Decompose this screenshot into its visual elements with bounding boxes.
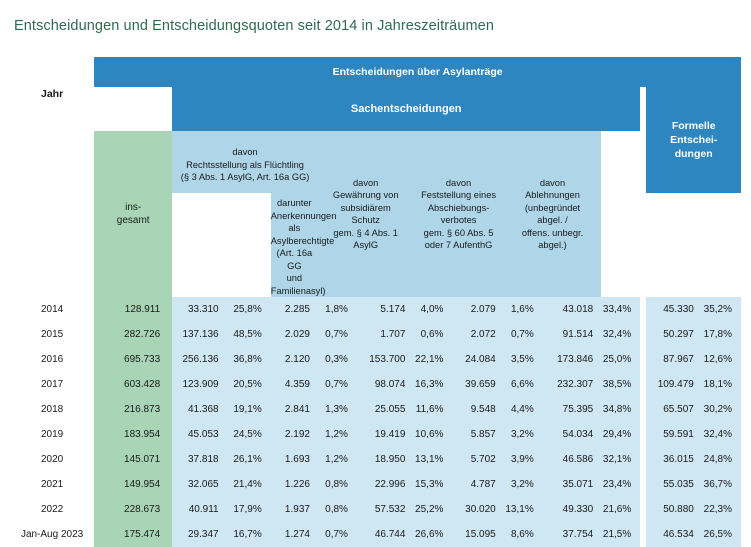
- cell-subsidiaer-num: 18.950: [357, 447, 413, 472]
- cell-abschiebung-pct: 3,2%: [504, 472, 543, 497]
- cell-abschiebung-num: 39.659: [452, 372, 503, 397]
- header-darunter-line2: Anerkennungen: [270, 210, 337, 221]
- cell-fluechtling-num: 256.136: [172, 347, 226, 372]
- header-abschiebungsverbot: [413, 131, 503, 297]
- cell-subsidiaer-pct: 16,3%: [413, 372, 452, 397]
- header-ablehnungen-line4: abgel. /: [537, 215, 568, 226]
- header-spacer-rechtsstellung: [172, 193, 271, 297]
- cell-abschiebung-num: 15.095: [452, 522, 503, 547]
- cell-jahr: Jan-Aug 2023: [10, 522, 94, 547]
- header-formelle-line3: dungen: [674, 148, 713, 161]
- cell-abschiebung-num: 24.084: [452, 347, 503, 372]
- cell-insgesamt: 282.726: [94, 322, 172, 347]
- cell-asylberechtigte-pct: 0,7%: [318, 322, 357, 347]
- cell-insgesamt: 149.954: [94, 472, 172, 497]
- cell-asylberechtigte-num: 2.120: [271, 347, 318, 372]
- cell-ablehnung-num: 75.395: [543, 397, 602, 422]
- cell-subsidiaer-num: 98.074: [357, 372, 413, 397]
- cell-ablehnung-num: 91.514: [543, 322, 602, 347]
- cell-jahr: 2017: [10, 372, 94, 397]
- cell-fluechtling-pct: 36,8%: [227, 347, 271, 372]
- table-row: [10, 347, 741, 372]
- cell-abschiebung-num: 30.020: [452, 497, 503, 522]
- header-rechtsstellung-line3: (§ 3 Abs. 1 AsylG, Art. 16a GG): [180, 172, 310, 183]
- cell-fluechtling-num: 40.911: [172, 497, 226, 522]
- cell-jahr: 2016: [10, 347, 94, 372]
- cell-asylberechtigte-num: 4.359: [271, 372, 318, 397]
- cell-ablehnung-num: 54.034: [543, 422, 602, 447]
- cell-fluechtling-pct: 48,5%: [227, 322, 271, 347]
- cell-fluechtling-num: 32.065: [172, 472, 226, 497]
- cell-subsidiaer-pct: 0,6%: [413, 322, 452, 347]
- cell-ablehnung-num: 232.307: [543, 372, 602, 397]
- header-rechtsstellung-line2: Rechtsstellung als Flüchtling: [186, 159, 304, 170]
- cell-ablehnung-num: 173.846: [543, 347, 602, 372]
- cell-abschiebung-pct: 0,7%: [504, 322, 543, 347]
- cell-ablehnung-pct: 21,6%: [601, 497, 640, 522]
- cell-formelle-num: 109.479: [646, 372, 701, 397]
- header-jahr: Jahr: [10, 57, 94, 131]
- cell-insgesamt: 183.954: [94, 422, 172, 447]
- cell-formelle-pct: 30,2%: [702, 397, 741, 422]
- table-row: [10, 522, 741, 547]
- header-formelle-line1: Formelle: [671, 119, 716, 132]
- decisions-table: [10, 57, 741, 547]
- cell-fluechtling-pct: 17,9%: [227, 497, 271, 522]
- cell-insgesamt: 695.733: [94, 347, 172, 372]
- header-insgesamt-line1: ins-: [125, 201, 142, 213]
- header-row-3: [10, 131, 741, 193]
- cell-ablehnung-pct: 25,0%: [601, 347, 640, 372]
- cell-formelle-num: 36.015: [646, 447, 701, 472]
- table-row: [10, 397, 741, 422]
- cell-ablehnung-num: 35.071: [543, 472, 602, 497]
- cell-abschiebung-num: 9.548: [452, 397, 503, 422]
- cell-formelle-num: 45.330: [646, 297, 701, 322]
- header-abschiebung-line6: oder 7 AufenthG: [424, 240, 493, 251]
- cell-subsidiaer-num: 22.996: [357, 472, 413, 497]
- header-abschiebung-line5: gem. § 60 Abs. 5: [423, 227, 494, 238]
- header-rechtsstellung: [172, 131, 318, 193]
- cell-formelle-num: 50.880: [646, 497, 701, 522]
- cell-ablehnung-pct: 33,4%: [601, 297, 640, 322]
- header-abschiebung-line4: verbotes: [440, 215, 477, 226]
- header-darunter-line5: (Art. 16a GG: [276, 248, 313, 271]
- cell-formelle-pct: 24,8%: [702, 447, 741, 472]
- cell-ablehnung-pct: 34,8%: [601, 397, 640, 422]
- header-subsidiaer-line1: davon: [353, 177, 379, 188]
- cell-ablehnung-num: 37.754: [543, 522, 602, 547]
- cell-asylberechtigte-num: 1.274: [271, 522, 318, 547]
- cell-subsidiaer-num: 25.055: [357, 397, 413, 422]
- cell-formelle-pct: 26,5%: [702, 522, 741, 547]
- cell-asylberechtigte-pct: 1,2%: [318, 422, 357, 447]
- header-subsidiaer-line5: gem. § 4 Abs. 1: [333, 227, 398, 238]
- cell-asylberechtigte-num: 2.841: [271, 397, 318, 422]
- header-subsidiaer-line3: subsidiärem: [340, 202, 391, 213]
- cell-subsidiaer-pct: 25,2%: [413, 497, 452, 522]
- cell-asylberechtigte-num: 2.192: [271, 422, 318, 447]
- cell-formelle-pct: 32,4%: [702, 422, 741, 447]
- cell-formelle-pct: 18,1%: [702, 372, 741, 397]
- cell-ablehnung-pct: 32,1%: [601, 447, 640, 472]
- header-entscheidungen: Entscheidungen über Asylanträge: [94, 57, 741, 87]
- cell-insgesamt: 145.071: [94, 447, 172, 472]
- header-spacer-jahr: [10, 131, 94, 193]
- header-subsidiaer-line2: Gewährung von: [332, 190, 399, 201]
- header-formelle-entscheidungen: [646, 87, 741, 193]
- cell-formelle-num: 59.591: [646, 422, 701, 447]
- header-spacer-formelle: [640, 193, 702, 297]
- cell-formelle-num: 50.297: [646, 322, 701, 347]
- cell-abschiebung-pct: 3,5%: [504, 347, 543, 372]
- header-spacer-gap-3: [601, 193, 640, 297]
- cell-abschiebung-pct: 8,6%: [504, 522, 543, 547]
- cell-jahr: 2021: [10, 472, 94, 497]
- cell-abschiebung-pct: 6,6%: [504, 372, 543, 397]
- cell-insgesamt: 216.873: [94, 397, 172, 422]
- header-abschiebung-line3: Abschiebungs-: [427, 202, 490, 213]
- cell-asylberechtigte-num: 1.226: [271, 472, 318, 497]
- header-row-2: [10, 87, 741, 131]
- page-title: Entscheidungen und Entscheidungsquoten seit 2014 in Jahreszeiträumen: [14, 18, 494, 34]
- header-spacer-gap-2: [601, 131, 640, 193]
- header-ablehnungen-line6: abgel.): [538, 240, 567, 251]
- cell-subsidiaer-pct: 15,3%: [413, 472, 452, 497]
- cell-asylberechtigte-num: 2.285: [271, 297, 318, 322]
- header-ablehnungen: [504, 131, 602, 297]
- cell-jahr: 2014: [10, 297, 94, 322]
- cell-asylberechtigte-pct: 0,8%: [318, 497, 357, 522]
- header-darunter-line1: darunter: [277, 198, 312, 208]
- table-row: [10, 447, 741, 472]
- cell-subsidiaer-num: 46.744: [357, 522, 413, 547]
- cell-subsidiaer-num: 19.419: [357, 422, 413, 447]
- cell-subsidiaer-pct: 10,6%: [413, 422, 452, 447]
- cell-formelle-pct: 36,7%: [702, 472, 741, 497]
- cell-ablehnung-pct: 23,4%: [601, 472, 640, 497]
- cell-formelle-num: 87.967: [646, 347, 701, 372]
- cell-ablehnung-pct: 29,4%: [601, 422, 640, 447]
- cell-jahr: 2020: [10, 447, 94, 472]
- cell-fluechtling-num: 37.818: [172, 447, 226, 472]
- cell-abschiebung-num: 5.702: [452, 447, 503, 472]
- cell-fluechtling-num: 123.909: [172, 372, 226, 397]
- header-ablehnungen-line1: davon: [539, 177, 566, 188]
- cell-fluechtling-pct: 21,4%: [227, 472, 271, 497]
- header-abschiebung-line2: Feststellung eines: [421, 190, 497, 201]
- cell-fluechtling-num: 137.136: [172, 322, 226, 347]
- cell-fluechtling-pct: 19,1%: [227, 397, 271, 422]
- cell-fluechtling-num: 33.310: [172, 297, 226, 322]
- table-row: [10, 322, 741, 347]
- cell-subsidiaer-pct: 11,6%: [413, 397, 452, 422]
- cell-fluechtling-num: 41.368: [172, 397, 226, 422]
- cell-asylberechtigte-num: 1.693: [271, 447, 318, 472]
- cell-subsidiaer-pct: 22,1%: [413, 347, 452, 372]
- table-row: [10, 497, 741, 522]
- header-subsidiaer-line4: Schutz: [351, 215, 380, 226]
- cell-formelle-pct: 17,8%: [702, 322, 741, 347]
- header-insgesamt-line2: gesamt: [116, 215, 150, 227]
- cell-jahr: 2015: [10, 322, 94, 347]
- table-row: [10, 472, 741, 497]
- cell-abschiebung-num: 5.857: [452, 422, 503, 447]
- cell-insgesamt: 175.474: [94, 522, 172, 547]
- cell-fluechtling-pct: 26,1%: [227, 447, 271, 472]
- cell-formelle-num: 65.507: [646, 397, 701, 422]
- cell-formelle-num: 46.534: [646, 522, 701, 547]
- cell-ablehnung-pct: 21,5%: [601, 522, 640, 547]
- header-darunter-line6: und Familienasyl): [270, 273, 326, 296]
- cell-subsidiaer-num: 5.174: [357, 297, 413, 322]
- cell-jahr: 2022: [10, 497, 94, 522]
- cell-fluechtling-pct: 16,7%: [227, 522, 271, 547]
- header-subsidiaer-line6: AsylG: [353, 240, 379, 251]
- cell-asylberechtigte-pct: 1,3%: [318, 397, 357, 422]
- cell-insgesamt: 128.911: [94, 297, 172, 322]
- header-insgesamt: [94, 131, 172, 297]
- cell-formelle-num: 55.035: [646, 472, 701, 497]
- cell-fluechtling-num: 29.347: [172, 522, 226, 547]
- header-sachentscheidungen: Sachentscheidungen: [172, 87, 640, 131]
- header-abschiebung-line1: davon: [445, 177, 472, 188]
- cell-subsidiaer-pct: 26,6%: [413, 522, 452, 547]
- cell-insgesamt: 603.428: [94, 372, 172, 397]
- header-ablehnungen-line5: offens. unbegr.: [521, 227, 584, 238]
- cell-abschiebung-num: 2.079: [452, 297, 503, 322]
- table-row: [10, 422, 741, 447]
- cell-abschiebung-pct: 13,1%: [504, 497, 543, 522]
- cell-subsidiaer-num: 1.707: [357, 322, 413, 347]
- cell-subsidiaer-pct: 4,0%: [413, 297, 452, 322]
- cell-asylberechtigte-num: 1.937: [271, 497, 318, 522]
- cell-subsidiaer-num: 57.532: [357, 497, 413, 522]
- cell-asylberechtigte-pct: 1,2%: [318, 447, 357, 472]
- header-darunter-line3: als: [288, 223, 301, 234]
- cell-jahr: 2019: [10, 422, 94, 447]
- header-row-1: [10, 57, 741, 87]
- header-spacer-insgesamt: [94, 87, 172, 131]
- cell-abschiebung-num: 2.072: [452, 322, 503, 347]
- header-ablehnungen-line2: Ablehnungen: [525, 190, 580, 201]
- cell-abschiebung-pct: 1,6%: [504, 297, 543, 322]
- cell-asylberechtigte-pct: 0,7%: [318, 372, 357, 397]
- cell-asylberechtigte-pct: 0,8%: [318, 472, 357, 497]
- cell-fluechtling-pct: 20,5%: [227, 372, 271, 397]
- cell-abschiebung-pct: 3,9%: [504, 447, 543, 472]
- header-ablehnungen-line3: (unbegründet: [524, 202, 581, 213]
- header-darunter-line4: Asylberechtigte: [270, 235, 335, 246]
- cell-asylberechtigte-pct: 1,8%: [318, 297, 357, 322]
- cell-asylberechtigte-pct: 0,7%: [318, 522, 357, 547]
- cell-insgesamt: 228.673: [94, 497, 172, 522]
- cell-fluechtling-num: 45.053: [172, 422, 226, 447]
- cell-formelle-pct: 22,3%: [702, 497, 741, 522]
- cell-subsidiaer-pct: 13,1%: [413, 447, 452, 472]
- header-spacer-jahr-2: [10, 193, 94, 297]
- cell-abschiebung-num: 4.787: [452, 472, 503, 497]
- cell-abschiebung-pct: 4,4%: [504, 397, 543, 422]
- cell-jahr: 2018: [10, 397, 94, 422]
- cell-fluechtling-pct: 24,5%: [227, 422, 271, 447]
- header-formelle-line2: Entschei-: [670, 133, 718, 146]
- cell-asylberechtigte-pct: 0,3%: [318, 347, 357, 372]
- cell-ablehnung-num: 46.586: [543, 447, 602, 472]
- cell-fluechtling-pct: 25,8%: [227, 297, 271, 322]
- header-darunter-asylberechtigte: [270, 193, 337, 297]
- cell-abschiebung-pct: 3,2%: [504, 422, 543, 447]
- table-row: [10, 297, 741, 322]
- cell-asylberechtigte-num: 2.029: [271, 322, 318, 347]
- cell-formelle-pct: 35,2%: [702, 297, 741, 322]
- cell-ablehnung-pct: 32,4%: [601, 322, 640, 347]
- table-row: [10, 372, 741, 397]
- cell-ablehnung-num: 43.018: [543, 297, 602, 322]
- cell-formelle-pct: 12,6%: [702, 347, 741, 372]
- cell-ablehnung-num: 49.330: [543, 497, 602, 522]
- header-rechtsstellung-line1: davon: [232, 147, 258, 158]
- cell-subsidiaer-num: 153.700: [357, 347, 413, 372]
- cell-ablehnung-pct: 38,5%: [601, 372, 640, 397]
